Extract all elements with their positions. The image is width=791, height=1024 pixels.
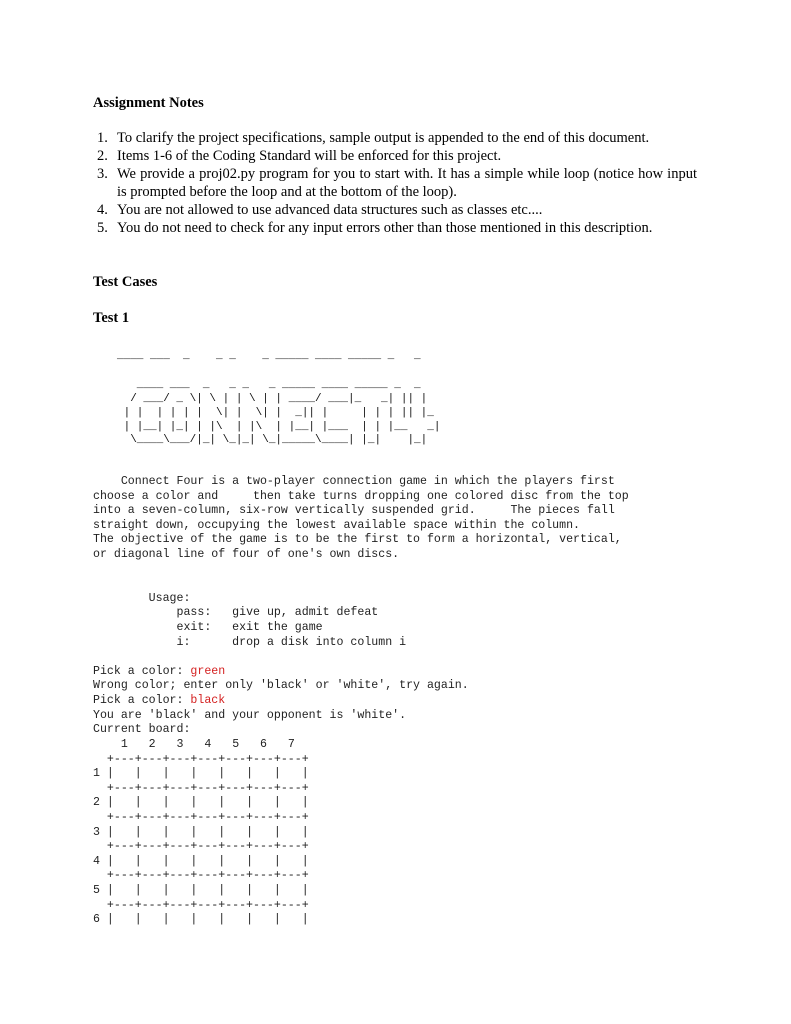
column-label: 3 xyxy=(162,738,191,751)
column-label: 6 xyxy=(246,738,274,751)
column-label: 1 xyxy=(106,738,135,751)
board-row: 2 | | | | | | | | xyxy=(93,796,309,810)
row-label: 5 xyxy=(93,883,100,897)
intro-line: choose a color and then take turns dropping one colored disc from the top xyxy=(93,489,629,503)
color-prompt: Pick a color: xyxy=(93,664,191,678)
board-row: 5 | | | | | | | | xyxy=(93,883,309,897)
intro-line: straight down, occupying the lowest available space within the column. xyxy=(93,518,581,532)
current-board-label: Current board: xyxy=(93,723,191,737)
note-item xyxy=(93,219,697,237)
intro-line: The objective of the game is to be the first to form a horizontal, vertical, xyxy=(93,533,622,547)
board-separator: +---+---+---+---+---+---+---+ xyxy=(93,840,309,854)
board-separator: +---+---+---+---+---+---+---+ xyxy=(93,810,309,824)
usage-drop: i: drop a disk into column i xyxy=(176,635,407,649)
note-number: 2. xyxy=(97,148,108,164)
console-output xyxy=(93,475,629,738)
board-separator: +---+---+---+---+---+---+---+ xyxy=(93,869,309,883)
row-label: 2 xyxy=(93,796,100,810)
note-item xyxy=(93,165,697,201)
note-number: 3. xyxy=(97,166,108,182)
note-number: 5. xyxy=(97,220,108,236)
user-input-green: green xyxy=(190,664,226,678)
column-label: 5 xyxy=(218,738,247,751)
board-separator: +---+---+---+---+---+---+---+ xyxy=(93,752,309,766)
board-column-header xyxy=(93,738,309,753)
note-text: To clarify the project specifications, sample output is appended to the end of this document. xyxy=(117,130,650,146)
banner-top-line: ____ ___ _ _ _ _ _____ ____ _____ _ _ xyxy=(117,350,421,362)
assignment-notes-list xyxy=(93,129,697,237)
intro-line: Connect Four is a two-player connection game in which the players first xyxy=(93,475,615,488)
intro-line: into a seven-column, six-row vertically suspended grid. The pieces fall xyxy=(93,504,615,518)
assignment-notes-heading: Assignment Notes xyxy=(93,95,204,111)
banner-art: ____ ___ _ _ _ _ _____ ____ _____ _ _ / ___/ _ \| \ | | \ | | ____/ ___|_ _| || | | | | | | | \| | \| | _|| | | | | || |_ | |__| |_| | |\ | |\ | |__| |___ | | |__ _| \____\___/|_| \_|_| \_|_____\____| |_| |_| xyxy=(123,379,441,447)
board-row: 4 | | | | | | | | xyxy=(93,854,309,868)
wrong-color-message: Wrong color; enter only 'black' or 'white', try again. xyxy=(93,679,469,693)
board-separator: +---+---+---+---+---+---+---+ xyxy=(93,781,309,795)
note-text: We provide a proj02.py program for you to start with. It has a simple while loop (notice how input is prompted before the loop and at the bottom of the loop). xyxy=(117,166,697,200)
row-label: 1 xyxy=(93,767,100,781)
user-input-black: black xyxy=(190,693,226,707)
game-board xyxy=(93,738,309,928)
note-text: You are not allowed to use advanced data structures such as classes etc.... xyxy=(117,202,543,218)
note-number: 4. xyxy=(97,202,108,218)
note-number: 1. xyxy=(97,130,108,146)
note-item xyxy=(93,201,697,219)
color-prompt: Pick a color: xyxy=(93,693,191,707)
note-item xyxy=(93,147,697,165)
usage-exit: exit: exit the game xyxy=(176,620,323,634)
row-label: 4 xyxy=(93,854,100,868)
board-row: 1 | | | | | | | | xyxy=(93,767,309,781)
board-row: 3 | | | | | | | | xyxy=(93,825,309,839)
board-separator: +---+---+---+---+---+---+---+ xyxy=(93,898,309,912)
column-label: 4 xyxy=(190,738,219,751)
intro-line: or diagonal line of four of one's own discs. xyxy=(93,547,400,561)
note-text: Items 1-6 of the Coding Standard will be enforced for this project. xyxy=(117,148,502,164)
row-label: 6 xyxy=(93,913,100,927)
test1-heading: Test 1 xyxy=(93,310,130,326)
usage-title: Usage: xyxy=(148,591,191,605)
ascii-banner xyxy=(117,350,440,448)
note-text: You do not need to check for any input errors other than those mentioned in this description. xyxy=(117,220,653,236)
test-cases-heading: Test Cases xyxy=(93,274,158,290)
usage-pass: pass: give up, admit defeat xyxy=(176,606,379,620)
row-label: 3 xyxy=(93,825,100,839)
color-assignment-message: You are 'black' and your opponent is 'white'. xyxy=(93,708,407,722)
note-item xyxy=(93,129,697,147)
column-label: 2 xyxy=(134,738,163,751)
board-row: 6 | | | | | | | | xyxy=(93,913,309,927)
column-label: 7 xyxy=(273,738,302,751)
